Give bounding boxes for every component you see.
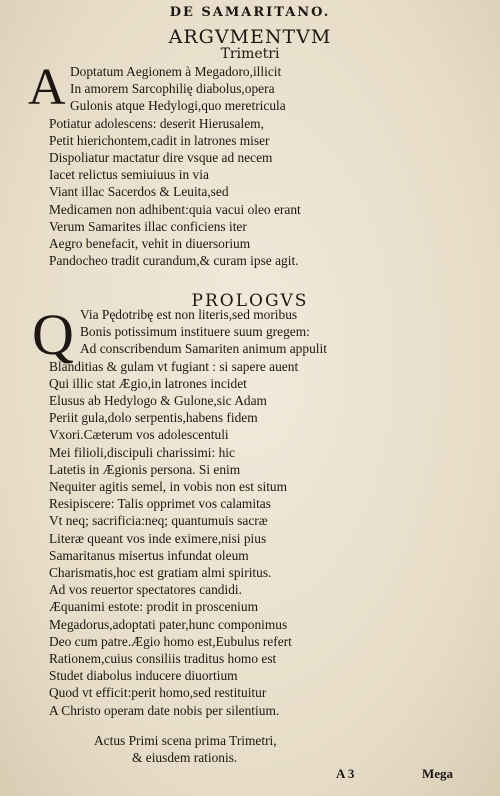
argumentum-dropcap: A <box>28 59 66 116</box>
prologus-line: Elusus ab Hedylogo & Gulone,sic Adam <box>49 393 267 408</box>
prologus-line: Resipiscere: Talis opprimet vos calamitas <box>49 496 271 512</box>
argumentum-line: Verum Samarites illac conficiens iter <box>49 218 247 234</box>
prologus-line: Blanditias & gulam vt fugiant : si sapere auent <box>49 358 299 374</box>
prologus-line: A Christo operam date nobis per silentium. <box>49 702 280 718</box>
scene-heading-line: Actus Primi scena prima Trimetri, <box>94 733 277 748</box>
prologus-line: Periit gula,dolo serpentis,habens fidem <box>49 410 258 426</box>
prologus-line: Æquanimi estote: prodit in proscenium <box>49 599 259 615</box>
argumentum-line: Pandocheo tradit curandum,& curam ipse agit. <box>49 253 299 269</box>
prologus-line: Literæ queant vos inde eximere,nisi pius <box>49 530 267 546</box>
prologus-line: Via Pędotribę est non literis,sed moribus <box>80 307 298 322</box>
argumentum-line: In amorem Sarcophilię diabolus,opera <box>70 81 275 97</box>
prologus-line: Megadorus,adoptati pater,hunc componimus <box>49 616 288 632</box>
signature-mark: A 3 <box>336 766 355 781</box>
prologus-line: Vxori.Cæterum vos adolescentuli <box>49 427 229 443</box>
scene-heading-line: & eiusdem rationis. <box>132 750 238 765</box>
argumentum-line: Potiatur adolescens: deserit Hierusalem, <box>49 115 264 131</box>
prologus-line: Quod vt efficit:perit homo,sed restituitur <box>49 685 267 701</box>
prologus-line: Rationem,cuius consiliis traditus homo est <box>49 651 277 666</box>
argumentum-subtitle: Trimetri <box>220 46 280 62</box>
argumentum-title: ARGVMENTVM <box>168 26 332 48</box>
prologus-line: Samaritanus misertus infundat oleum <box>49 547 249 563</box>
prologus-dropcap: Q <box>32 302 74 367</box>
prologus-line: Vt neq; sacrificia:neq; quantumuis sacræ <box>49 513 268 529</box>
prologus-line: Studet diabolus inducere diuortium <box>49 668 238 684</box>
catchword: Mega <box>422 766 454 781</box>
prologus-line: Bonis potissimum instituere suum gregem: <box>80 324 310 340</box>
argumentum-line: Iacet relictus semiuiuus in via <box>49 167 209 183</box>
argumentum-line: Dispoliatur mactatur dire vsque ad necem <box>49 150 273 165</box>
argumentum-line: Doptatum Aegionem à Megadoro,illicit <box>70 64 282 79</box>
prologus-line: Mei filioli,discipuli charissimi: hic <box>49 444 235 460</box>
prologus-line: Deo cum patre.Ægio homo est,Eubulus refert <box>49 633 292 649</box>
argumentum-line: Viant illac Sacerdos & Leuita,sed <box>49 184 229 200</box>
prologus-line: Latetis in Ægionis persona. Si enim <box>49 461 241 477</box>
running-head: DE SAMARITANO. <box>169 5 331 20</box>
argumentum-line: Petit hierichontem,cadit in latrones miser <box>49 132 270 148</box>
prologus-line: Charismatis,hoc est gratiam almi spiritus. <box>49 565 272 580</box>
argumentum-line: Medicamen non adhibent:quia vacui oleo erant <box>49 201 301 217</box>
prologus-title: PROLOGVS <box>191 291 309 311</box>
prologus-line: Ad vos reuertor spectatores candidi. <box>49 582 242 598</box>
prologus-line: Nequiter agitis semel, in vobis non est situm <box>49 479 288 494</box>
argumentum-line: Aegro benefacit, vehit in diuersorium <box>49 236 251 251</box>
prologus-line: Ad conscribendum Samariten animum appulit <box>80 341 327 357</box>
prologus-line: Qui illic stat Ægio,in latrones incidet <box>49 375 247 391</box>
argumentum-line: Gulonis atque Hedylogi,quo meretricula <box>70 98 286 114</box>
